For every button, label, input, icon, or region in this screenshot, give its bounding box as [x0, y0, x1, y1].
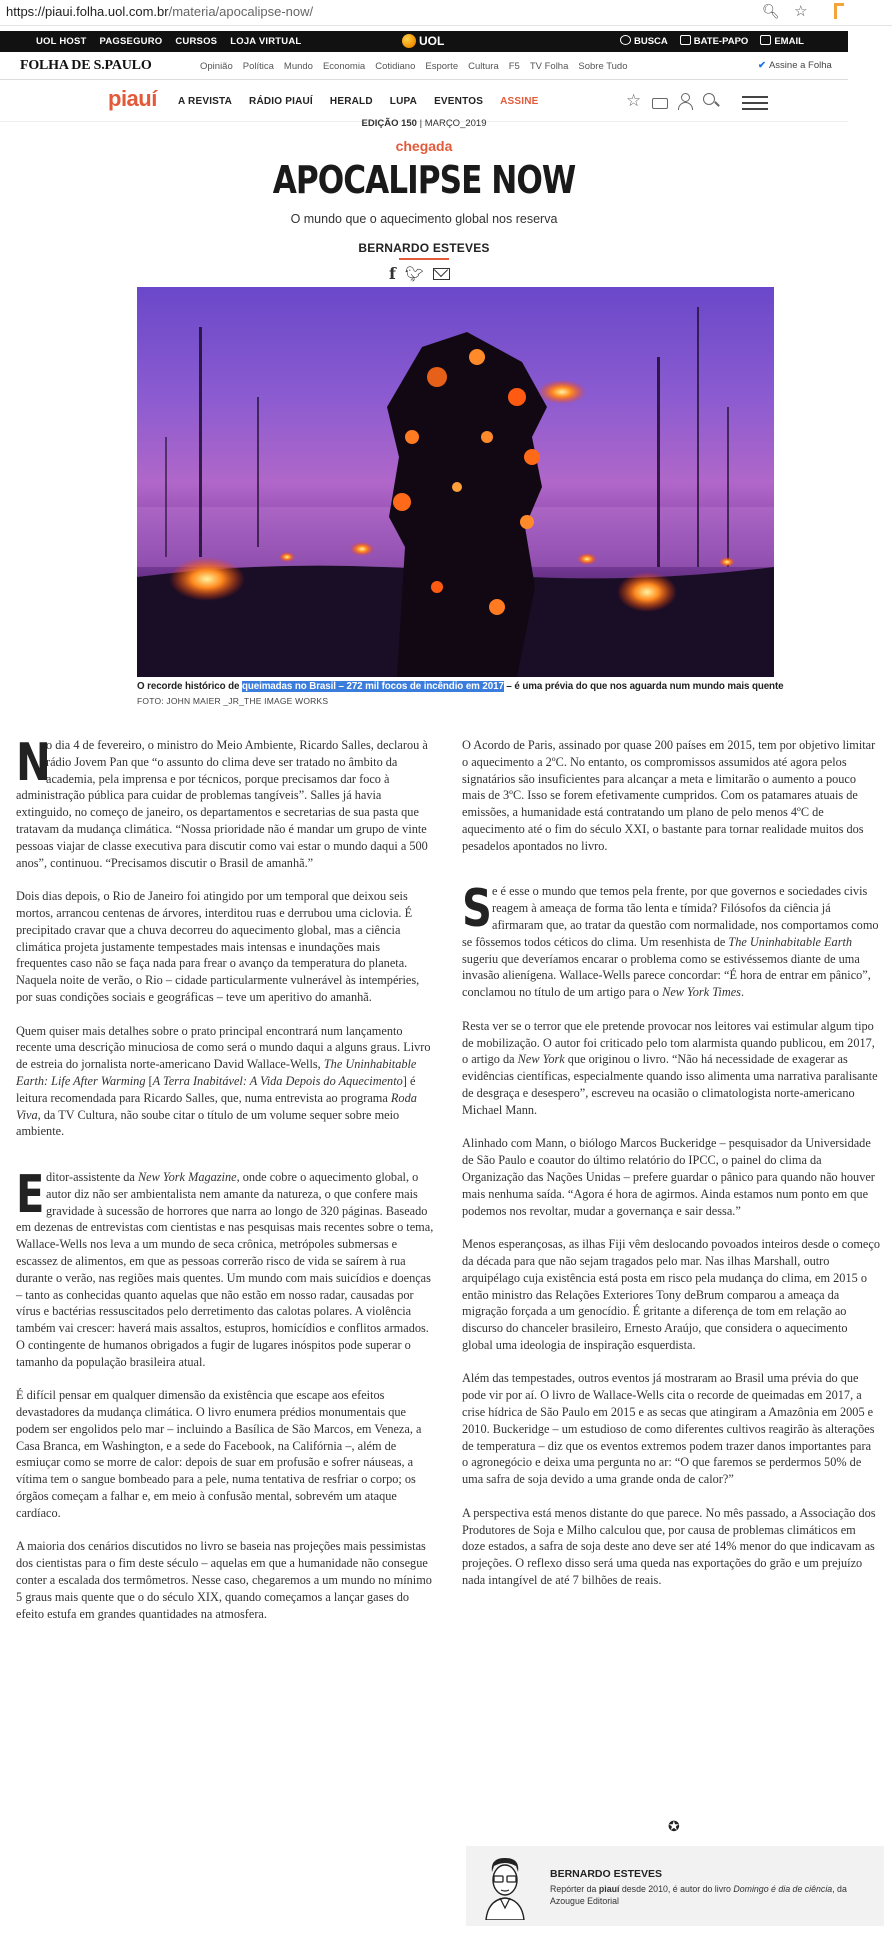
photo-caption: O recorde histórico de queimadas no Brasil – 272 mil focos de incêndio em 2017 – é uma prévia do que nos aguarda num mundo mais quente: [137, 681, 784, 692]
author-box-bio: Repórter da piauí desde 2010, é autor do livro Domingo é dia de ciência, da Azougue Editorial: [550, 1884, 847, 1906]
bookmark-star-icon[interactable]: ☆: [794, 3, 808, 20]
piaui-nav: [178, 96, 539, 107]
drop-cap: S: [462, 879, 492, 940]
nav-lupa[interactable]: LUPA: [389, 96, 418, 107]
photo-credit: FOTO: JOHN MAIER _JR_THE IMAGE WORKS: [137, 696, 329, 706]
folha-nav-item[interactable]: TV Folha: [529, 61, 569, 72]
folha-nav: [200, 61, 628, 72]
uol-link-host[interactable]: UOL HOST: [36, 36, 87, 47]
user-icon[interactable]: [676, 92, 694, 110]
nav-eventos[interactable]: EVENTOS: [434, 96, 484, 107]
article-author[interactable]: BERNARDO ESTEVES: [358, 241, 490, 255]
uol-right-links: [620, 35, 804, 47]
paragraph: A perspectiva está menos distante do que parece. No mês passado, a Associação dos Produtores de Soja e Milho calculou que, por causa de problemas climáticos em doze estados, a safra de soja deste ano deve ser até 14% menor do que indicavam as projeções. O reflexo disso será uma queda nas exportações do grão e um prejuízo nada intangível de até 7 bilhões de reais.: [462, 1505, 876, 1588]
extension-icon[interactable]: [834, 3, 844, 19]
twitter-icon[interactable]: 🐦︎: [404, 265, 424, 283]
nav-assine[interactable]: ASSINE: [500, 96, 539, 107]
author-underline: [399, 258, 449, 260]
paragraph: Resta ver se o terror que ele pretende provocar nos leitores vai estimular algum tipo de mobilização. O autor foi criticado pelo tom alarmista quando publicou, em 2017, o artigo da New York que originou o livro. “Não há necessidade de exagerar as evidências científicas, especialmente quando isso alimenta uma narrativa paralisante de desgraça e desespero”, escreveu na ocasião o climatologista norte-americano Michael Mann.: [462, 1018, 878, 1117]
paragraph: Se é esse o mundo que temos pela frente, por que governos e sociedades civis reagem à ameaça de forma tão lenta e tímida? Filósofos da ciência já afirmaram que, ao tratar da questão com normalidade, nos comportamos como se fôssemos todos céticos do clima. Um resenhista de The Uninhabitable Earth sugeriu que deveríamos encarar o problema como se estivéssemos diante de uma invasão alienígena. Wallace-Wells parece concordar: “É hora de entrar em pânico”, conclamou no título de um artigo para o New York Times.: [462, 879, 879, 1000]
end-mark-icon: ✪: [668, 1818, 680, 1834]
search-icon: [620, 35, 631, 45]
article-title: APOCALIPSE NOW: [272, 158, 576, 202]
folha-nav-item[interactable]: Mundo: [283, 61, 313, 72]
uol-link-pagseguro[interactable]: PAGSEGURO: [99, 36, 163, 47]
folha-nav-item[interactable]: Cotidiano: [375, 61, 416, 72]
uol-link-cursos[interactable]: CURSOS: [175, 36, 218, 47]
folha-nav-item[interactable]: F5: [508, 61, 520, 72]
favorite-star-icon[interactable]: ☆: [626, 91, 642, 110]
edition-info: EDIÇÃO 150 | MARÇO_2019: [361, 118, 487, 129]
uol-top-bar: [0, 31, 848, 52]
paragraph: Dois dias depois, o Rio de Janeiro foi atingido por um temporal que deixou seis mortos, arrancou centenas de árvores, interditou ruas e derrubou uma ciclovia. É precipitado cravar que a chuva decorreu do aquecimento global, mas a ciência climática projeta justamente tempestades mais intensas e inundações mais frequentes caso não se faça nada para frear o avanço da temperatura do planeta. Naquela noite de verão, o Rio – cidade particularmente vulnerável às intempéries, por suas condições sociais e geográficas – teve um aperitivo do amanhã.: [16, 889, 420, 1004]
share-buttons: [389, 264, 450, 283]
chat-icon: [680, 35, 691, 45]
url-text[interactable]: https://piaui.folha.uol.com.br/materia/apocalipse-now/: [6, 4, 314, 19]
paragraph: Além das tempestades, outros eventos já mostraram ao Brasil uma prévia do que pode vir por aí. O livro de Wallace-Wells cita o recorde de queimadas em 2017, a crise hídrica de São Paulo em 2015 e as secas que atingiram a Amazônia em 2005 e 2010. Buckeridge – um estudioso de como diferentes cultivos reagirão às alterações de temperatura – diz que os eventos extremos podem trazer danos importantes para o agronegócio e deixa uma pergunta no ar: “O que faremos se perdermos 50% de uma safra de soja devido a uma grande onda de calor?”: [462, 1371, 875, 1487]
folha-subscribe-link[interactable]: ✔ Assine a Folha: [758, 60, 832, 71]
section-kicker[interactable]: chegada: [395, 138, 453, 154]
uol-logo[interactable]: UOL: [402, 34, 444, 48]
paragraph: Quem quiser mais detalhes sobre o prato principal encontrará num lançamento recente uma descrição minuciosa de como será o mundo daqui a alguns graus. Livro de estreia do jornalista norte-americano David Wallace-Wells, The Uninhabitable Earth: Life After Warming [A Terra Inabitável: A Vida Depois do Aquecimento] é leitura recomendada para Ricardo Salles, que, numa entrevista ao programa Roda Viva, da TV Cultura, não soube citar o título de um volume sequer sobre meio ambiente.: [16, 1023, 431, 1139]
article-column-right: [462, 737, 880, 1606]
paragraph: N o dia 4 de fevereiro, o ministro do Meio Ambiente, Ricardo Salles, declarou à rádio Jovem Pan que “o assunto do clima deve ser tratado no âmbito da academia, pela imprensa e por técnicos, porque precisamos dar foco à administração pública para cuidar de problemas tangíveis”. Salles já havia extinguido, no começo de janeiro, os departamentos e secretarias de sua pasta que tratavam da mudança climática. “Nossa prioridade não é mandar um grupo de vinte pessoas viajar de classe executiva para discutir como vai estar o mundo daqui a 500 anos”, continuou. “Precisamos discutir o Brasil de amanhã.”: [16, 733, 428, 870]
paragraph: A maioria dos cenários discutidos no livro se baseia nas projeções mais pessimistas dos cientistas para o fim deste século – aquelas em que a humanidade não consegue conter a escalada dos termômetros. Nesse caso, chegaremos a um mundo no mínimo 5 graus mais quente que o do século XIX, quando começamos a lançar gases do efeito estufa em grandes quantidades na atmosfera.: [16, 1539, 432, 1621]
author-box-name[interactable]: BERNARDO ESTEVES: [550, 1868, 663, 1880]
folha-nav-item[interactable]: Esporte: [425, 61, 459, 72]
uol-busca[interactable]: BUSCA: [620, 35, 668, 47]
article-photo: [137, 287, 774, 677]
edition-date: MARÇO_2019: [424, 118, 487, 129]
email-share-icon[interactable]: [433, 268, 450, 280]
folha-bar: [0, 52, 848, 80]
mail-icon: [760, 35, 771, 45]
uol-links: [36, 36, 301, 47]
drop-cap: E: [16, 1164, 45, 1225]
nav-radio-piaui[interactable]: RÁDIO PIAUÍ: [249, 96, 313, 107]
uol-email[interactable]: EMAIL: [760, 35, 804, 47]
facebook-icon[interactable]: f: [389, 264, 396, 283]
caption-link[interactable]: queimadas no Brasil – 272 mil focos de incêndio em 2017: [241, 681, 504, 692]
folha-logo[interactable]: FOLHA DE S.PAULO: [20, 58, 152, 73]
hamburger-menu-icon[interactable]: [742, 92, 768, 110]
nav-a-revista[interactable]: A REVISTA: [178, 96, 233, 107]
folha-nav-item[interactable]: Cultura: [468, 61, 499, 72]
print-icon[interactable]: [652, 98, 668, 109]
fire-scene-illustration: [137, 287, 774, 677]
zoom-icon[interactable]: 🔍︎: [762, 3, 780, 19]
author-avatar[interactable]: [480, 1854, 530, 1920]
paragraph: Menos esperançosas, as ilhas Fiji vêm deslocando povoados inteiros desde o começo da década para que não sejam tragados pelo mar. Nas ilhas Marshall, outro arquipélago cuja existência está posta em risco pela mudança do clima, em 2015 o então ministro das Relações Exteriores Tony deBrum comparou a ameaça da migração forçada a um genocídio. É gritante a diferença de tom em relação ao discurso do chanceler brasileiro, Ernesto Araújo, que considera o aquecimento global uma ideologia de inspiração esquerdista.: [462, 1237, 880, 1352]
folha-nav-item[interactable]: Sobre Tudo: [578, 61, 628, 72]
search-icon[interactable]: [702, 92, 720, 110]
uol-ball-icon: [402, 34, 416, 48]
check-icon: ✔: [758, 60, 766, 71]
drop-cap: N: [16, 733, 51, 793]
piaui-logo[interactable]: piauí: [108, 86, 157, 111]
author-box: [466, 1846, 884, 1926]
paragraph: Editor-assistente da New York Magazine, onde cobre o aquecimento global, o autor diz não ser ambientalista nem amante da natureza, o que confere mais gravidade à sucessão de horrores que narra ao longo de 320 páginas. Baseado em dezenas de entrevistas com cientistas e nas pesquisas mais recentes sobre o tema, Wallace-Wells nos leva a um mundo de seca crônica, metrópoles submersas e escassez de alimentos, em que as pessoas correrão risco de vida se saírem à rua durante o verão, nas regiões mais quentes. Um mundo com mais suicídios e doenças – tanto as conhecidas quanto aquelas que não estão em nosso radar, causadas por vírus e bactérias ressuscitados pelo derretimento das calotas polares. A violência também vai crescer: haverá mais assaltos, estupros, homicídios e conflitos armados. O contingente de humanos obrigados a fugir de lugares inóspitos pode superar o tamanho da população brasileira atual.: [16, 1164, 434, 1369]
uol-batepapo[interactable]: BATE-PAPO: [680, 35, 749, 47]
paragraph: O Acordo de Paris, assinado por quase 200 países em 2015, tem por objetivo limitar o aquecimento a 2ºC. No entanto, os compromissos assumidos até agora pelos signatários são insuficientes para alcançar a meta e limitarão o aumento a pouco mais de 3ºC. Isso se forem efetivamente cumpridos. Com os patamares atuais de emissões, a humanidade está contratando um plano de pelo menos 4ºC de aquecimento até o fim do século XXI, o bastante para tornar realidade muitos dos pesadelos apontados no livro.: [462, 738, 876, 853]
folha-nav-item[interactable]: Opinião: [200, 61, 233, 72]
nav-herald[interactable]: HERALD: [329, 96, 373, 107]
paragraph: Alinhado com Mann, o biólogo Marcos Buckeridge – pesquisador da Universidade de São Paulo e coautor do último relatório do IPCC, o painel do clima da Organização das Nações Unidas – prefere guardar o pânico para quando não houver mais nenhuma saída. “Agora é hora de agirmos. Ainda estamos num ponto em que podemos nos revoltar, mudar a governança e sair dessa.”: [462, 1136, 875, 1218]
header-tools: [626, 92, 768, 110]
paragraph: É difícil pensar em qualquer dimensão da existência que escape aos efeitos devastadores da mudança climática. O livro enumera prédios monumentais que podem ser engolidos pelo mar – incluindo a Basílica de São Marcos, em Veneza, a Casa Branca, em Washington, e a sede do Facebook, na Califórnia –, além de esmiuçar como se morre de calor: depois de suar em profusão e sofrer náuseas, a vítima tem o sangue bombeado para a pele, numa tentativa de resfriar o corpo; os órgãos começam a falhar e, em meio à confusão mental, sobrevém um ataque cardíaco.: [16, 1388, 422, 1520]
edition-number[interactable]: EDIÇÃO 150: [361, 118, 417, 129]
uol-link-loja[interactable]: LOJA VIRTUAL: [230, 36, 302, 47]
browser-address-bar[interactable]: [0, 0, 892, 26]
folha-nav-item[interactable]: Economia: [322, 61, 366, 72]
folha-nav-item[interactable]: Política: [242, 61, 274, 72]
piaui-header: [0, 82, 848, 122]
article-subtitle: O mundo que o aquecimento global nos reserva: [290, 212, 558, 226]
article-column-left: [16, 733, 434, 1639]
